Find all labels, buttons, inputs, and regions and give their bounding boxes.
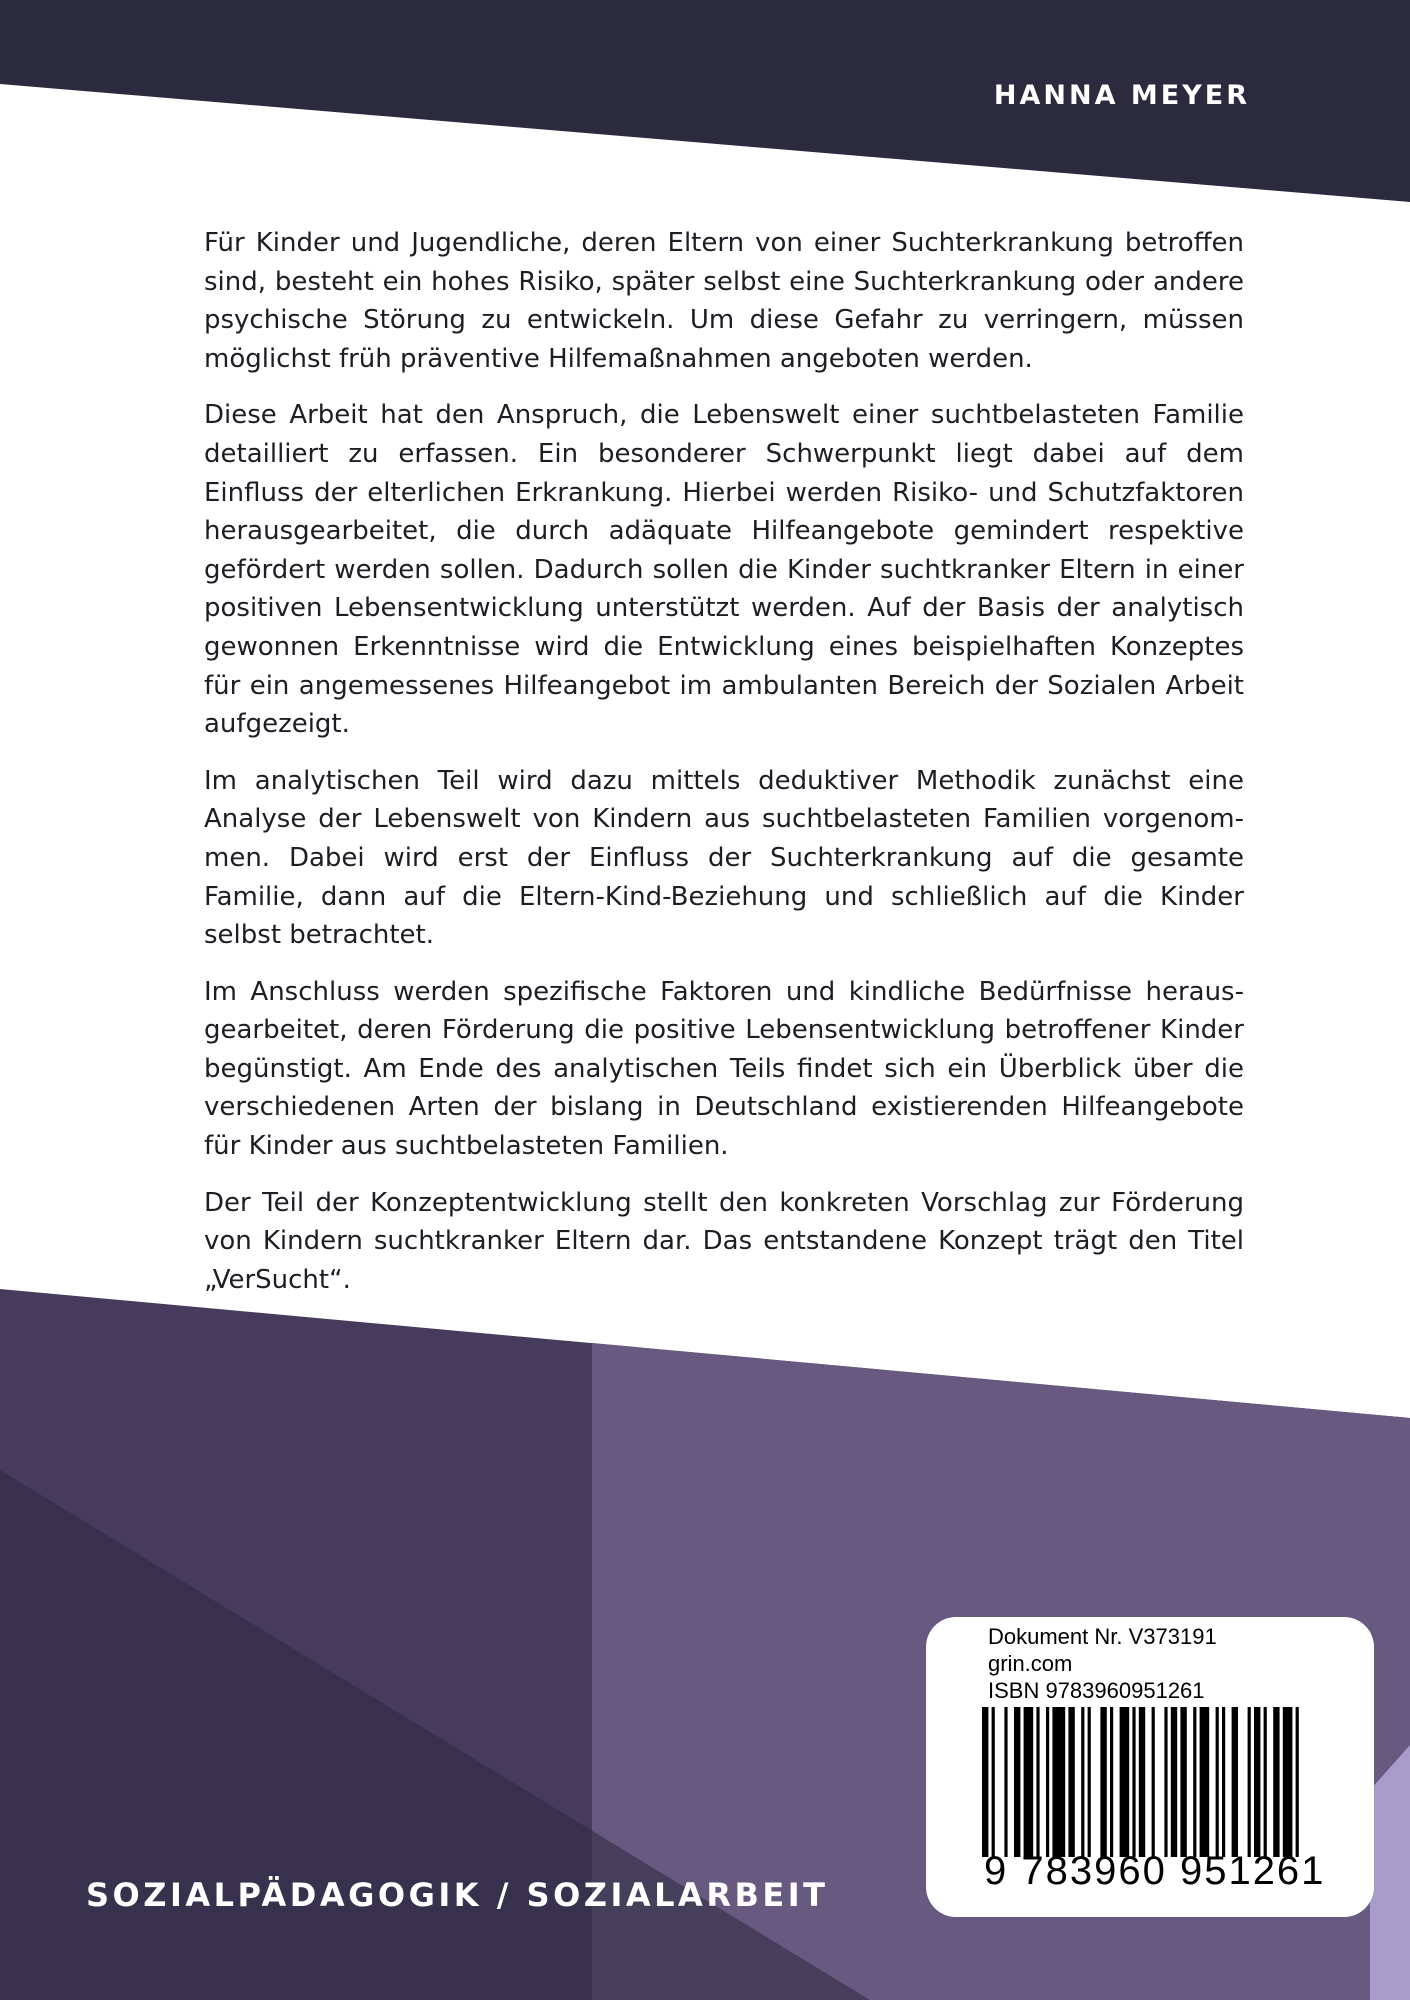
- barcode-bar: [1232, 1707, 1238, 1857]
- barcode-panel: [926, 1617, 1374, 1917]
- barcode-bar: [1132, 1707, 1135, 1857]
- barcode-bar: [1248, 1707, 1251, 1857]
- barcode-digits: 9 783960 951261: [984, 1849, 1326, 1893]
- barcode-bar: [1283, 1707, 1293, 1857]
- author-name: HANNA MEYER: [993, 80, 1250, 111]
- blurb-paragraph: Der Teil der Konzeptentwicklung stellt den konkreten Vorschlag zur Förderung von Kindern suchtkranker Eltern dar. Das entstandene Konzept trägt den Titel „VerSucht“.: [204, 1187, 1244, 1295]
- barcode-bar: [1120, 1707, 1130, 1857]
- bottom-light-corner: [1370, 1745, 1410, 2000]
- barcode-bar: [1254, 1707, 1260, 1857]
- barcode-icon: [978, 1707, 1308, 1857]
- barcode-bar: [1052, 1707, 1065, 1857]
- blurb-text: [204, 224, 1244, 1317]
- barcode-bar: [992, 1707, 995, 1857]
- barcode-bar: [1264, 1707, 1267, 1857]
- blurb-paragraph: Im Anschluss werden spezifische Faktoren und kindliche Bedürfnisse herausgearbeitet, deren Förderung die positive Lebensentwicklung betroffener Kinder begünstigt. Am Ende des analytischen Teils findet sich ein Überblick über die verschiedenen Arten der bislang in Deutschland existierenden Hilfeangebote für Kinder aus suchtbelasteten Familien.: [204, 976, 1244, 1162]
- barcode-bar: [1068, 1707, 1074, 1857]
- barcode-bar: [982, 1707, 988, 1857]
- document-number: Dokument Nr. V373191: [988, 1624, 1217, 1649]
- barcode-bar: [1046, 1707, 1049, 1857]
- barcode-bar: [1171, 1707, 1177, 1857]
- barcode-bar: [1004, 1707, 1007, 1857]
- barcode-bar: [1222, 1707, 1225, 1857]
- barcode-bar: [1139, 1707, 1145, 1857]
- barcode-bar: [1193, 1707, 1196, 1857]
- blurb-paragraph: Im analytischen Teil wird dazu mittels deduktiver Methodik zunächst eine Analyse der Lebenswelt von Kindern aus suchtbelasteten Familien vorgenommen. Dabei wird erst der Einfluss der Suchterkrankung auf die gesamte Familie, dann auf die Eltern-Kind-Beziehung und schließlich auf die Kinder selbst betrachtet.: [204, 765, 1244, 951]
- blurb-paragraph: Diese Arbeit hat den Anspruch, die Lebenswelt einer suchtbelasteten Familie detailliert zu erfassen. Ein besonderer Schwerpunkt liegt dabei auf dem Einfluss der elterlichen Erkrankung. Hierbei werden Risiko- und Schutzfaktoren herausgearbeitet, die durch adäquate Hilfeangebote gemindert respektive gefördert werden sollen. Dadurch sollen die Kinder suchtkranker Eltern in einer positiven Lebensentwicklung unterstützt werden. Auf der Basis der analytisch gewonnen Erkenntnisse wird die Entwicklung eines beispielhaften Konzeptes für ein angemessenes Hilfeangebot im ambulanten Bereich der Sozialen Arbeit aufgezeigt.: [204, 400, 1244, 740]
- barcode-bar: [1036, 1707, 1039, 1857]
- barcode-bar: [1024, 1707, 1034, 1857]
- barcode-bar: [1081, 1707, 1084, 1857]
- barcode-bar: [1296, 1707, 1299, 1857]
- barcode-bar: [1180, 1707, 1186, 1857]
- barcode-bar: [1273, 1707, 1279, 1857]
- barcode-bar: [1216, 1707, 1219, 1857]
- barcode-bar: [1100, 1707, 1106, 1857]
- barcode-bar: [1164, 1707, 1167, 1857]
- barcode-bar: [1200, 1707, 1210, 1857]
- barcode-bar: [1110, 1707, 1113, 1857]
- isbn-label: ISBN 9783960951261: [988, 1678, 1205, 1703]
- barcode-bar: [1014, 1707, 1020, 1857]
- blurb-paragraph: Für Kinder und Jugendliche, deren Eltern von einer Suchterkrankung betroffen sind, besteht ein hohes Risiko, später selbst eine Suchterkrankung oder andere psychische Störung zu entwickeln. Um diese Gefahr zu verringern, müssen möglichst früh präventive Hilfemaßnahmen angeboten werden.: [204, 228, 1244, 374]
- barcode-bar: [1088, 1707, 1091, 1857]
- barcode-bar: [1152, 1707, 1155, 1857]
- website: grin.com: [988, 1651, 1073, 1676]
- series-label: SOZIALPÄDAGOGIK / SOZIALARBEIT: [86, 1876, 829, 1914]
- barcode-info: [988, 1623, 1217, 1704]
